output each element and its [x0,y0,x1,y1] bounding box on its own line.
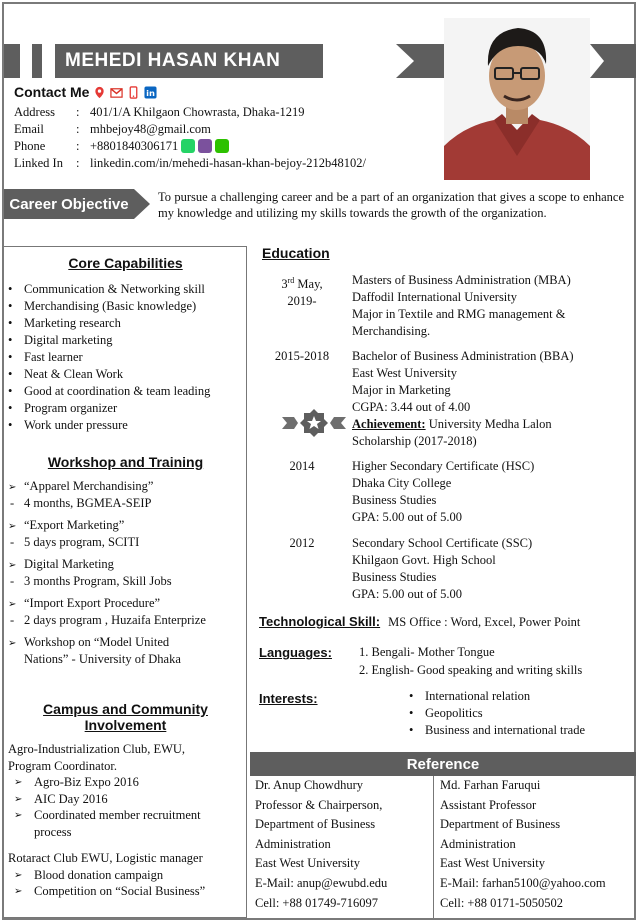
contact-email: Email : mhbejoy48@gmail.com [14,122,211,136]
list-item: ➢ Coordinated member recruitment [8,807,247,824]
workshop-title: Workshop and Training [47,454,204,470]
core-list [4,281,247,434]
whatsapp-icon [181,139,195,153]
list-item: ➢ Blood donation campaign [8,867,247,884]
contact-address: Address : 401/1/A Khilgaon Chowrasta, Dhaka-1219 [14,105,305,119]
list-item: • Work under pressure [4,417,247,434]
workshop-item-title: ➢ “Import Export Procedure” [4,595,247,612]
career-objective-text: To pursue a challenging career and be a part of an organization that gives a scope to enhance my knowledge and utilizing my skills towards the growth of the organization. [158,190,624,220]
education-year: 2012 [289,536,315,550]
list-item: • Fast learner [4,349,247,366]
reference-2: Md. Farhan Faruqui Assistant Professor Department of Business Administration East West University E-Mail: farhan5100@yahoo.com Cell: +88 0171-5050502 [440,778,606,910]
list-item: • Merchandising (Basic knowledge) [4,298,247,315]
list-item: 1. Bengali- Mother Tongue [359,645,495,659]
workshop-section [4,454,247,668]
person-name: MEHEDI HASAN KHAN [65,50,281,71]
contact-label: Phone [14,139,46,153]
tech-skill [259,614,580,630]
education-info: Masters of Business Administration (MBA) Daffodil International University Major in Textile and RMG management & Merchandising. [352,273,571,338]
list-item: ➢ Agro-Biz Expo 2016 [8,774,247,791]
profile-photo [444,18,590,180]
languages-title: Languages: [259,645,332,660]
core-section [4,255,247,434]
gmail-icon [110,86,123,99]
contact-phone: Phone : +8801840306171 [14,139,229,154]
workshop-item-detail: - 3 months Program, Skill Jobs [4,573,247,590]
career-objective-arrow [134,189,150,219]
svg-text:in: in [146,87,156,98]
address-value: 401/1/A Khilgaon Chowrasta, Dhaka-1219 [90,105,305,119]
education-year: 2014 [289,459,315,473]
education-info: Higher Secondary Certificate (HSC) Dhaka City College Business Studies GPA: 5.00 out of 5.00 [352,459,535,524]
name-banner [55,44,323,78]
workshop-item-title: ➢ Digital Marketing [4,556,247,573]
campus-title: Campus and Community Involvement [43,701,208,733]
contact-heading: Contact Me [14,84,90,100]
list-item: • International relation [405,688,585,705]
contact-title [14,84,157,100]
header-arrow-shape-right [590,44,636,78]
core-title: Core Capabilities [68,255,183,271]
phone-value[interactable]: +8801840306171 [90,139,179,153]
workshop-item-title: ➢ Workshop on “Model United [4,634,247,651]
workshop-item-detail: - 2 days program , Huzaifa Enterprize [4,612,247,629]
list-item: • Geopolitics [405,705,585,722]
interests-title: Interests: [259,691,318,706]
header-arrow-shape [396,44,444,78]
header-bar-left-2 [32,44,42,78]
award-badge-icon [282,408,346,438]
education-year: 2015-2018 [274,349,330,363]
list-item: • Communication & Networking skill [4,281,247,298]
phone-icon [127,86,140,99]
workshop-item-title: ➢ “Export Marketing” [4,517,247,534]
education-row [258,458,630,526]
list-item: ➢ AIC Day 2016 [8,791,247,808]
list-item: • Business and international trade [405,722,585,739]
header-bar-left [4,44,20,78]
list-item: • Good at coordination & team leading [4,383,247,400]
contact-label: Address [14,105,55,119]
contact-label: Email [14,122,44,136]
career-objective-heading: Career Objective [4,189,134,219]
list-item: • Digital marketing [4,332,247,349]
education-row [258,535,630,603]
workshop-item-title-cont: Nations” - University of Dhaka [24,652,181,666]
achievement-line: Achievement: University Medha Lalon [352,417,552,431]
reference-heading: Reference [250,752,636,776]
location-icon [93,86,106,99]
education-title: Education [262,245,330,261]
education-info: Secondary School Certificate (SSC) Khilgaon Govt. High School Business Studies GPA: 5.00 out of 5.00 [352,536,533,601]
education-info: Bachelor of Business Administration (BBA) East West University Major in Marketing CGPA: 3.44 out of 4.00 Achievement: University Medha Lalon Scholarship (2017-2018) [352,348,630,450]
campus-body: Agro-Industrialization Club, EWU, Program Coordinator. ➢ Agro-Biz Expo 2016 ➢ AIC Day 2016 ➢ Coordinated member recruitment process Rotaract Club EWU, Logistic manager ➢ Blood donation campaign ➢ Competition on “Social Business” [4,741,247,900]
email-value[interactable]: mhbejoy48@gmail.com [90,122,211,136]
tech-skill-value: MS Office : Word, Excel, Power Point [388,615,581,629]
workshop-item-detail: - 4 months, BGMEA-SEIP [4,495,247,512]
linkedin-icon [144,86,157,99]
contact-linkedin: Linked In : linkedin.com/in/mehedi-hasan-khan-bejoy-212b48102/ [14,156,366,170]
list-item: • Marketing research [4,315,247,332]
wechat-icon [215,139,229,153]
list-item-cont: process [34,824,72,839]
viber-icon [198,139,212,153]
workshop-list [4,478,247,668]
education-year: 3rd May, 2019- [281,276,323,309]
contact-label: Linked In [14,156,63,170]
reference-1: Dr. Anup Chowdhury Professor & Chairperson, Department of Business Administration East West University E-Mail: anup@ewubd.edu Cell: +88 01749-716097 [249,776,434,918]
achievement-label: Achievement: [352,417,426,431]
list-item: • Neat & Clean Work [4,366,247,383]
workshop-item-detail: - 5 days program, SCITI [4,534,247,551]
workshop-item-title: ➢ “Apparel Merchandising” [4,478,247,495]
list-item: ➢ Competition on “Social Business” [8,883,247,900]
list-item: 2. English- Good speaking and writing skills [359,663,583,677]
linkedin-value[interactable]: linkedin.com/in/mehedi-hasan-khan-bejoy-212b48102/ [90,156,366,170]
campus-section [4,701,247,900]
list-item: • Program organizer [4,400,247,417]
tech-skill-title: Technological Skill: [259,614,381,629]
education-row [258,272,630,340]
